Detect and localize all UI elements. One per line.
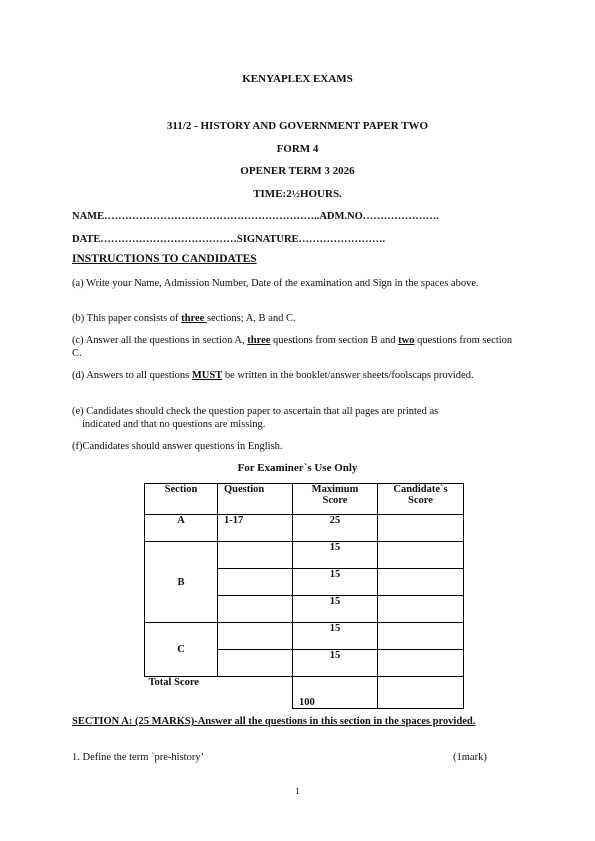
instruction-c-mid: questions from section B and: [270, 335, 399, 346]
examiner-score-table: [144, 483, 464, 709]
section-c-question-2[interactable]: [218, 650, 293, 677]
section-b-label: B: [145, 542, 218, 623]
paper-title: 311/2 - HISTORY AND GOVERNMENT PAPER TWO: [166, 120, 429, 132]
name-admno-line: NAME……………………………………………………..ADM.NO………………….: [72, 211, 439, 222]
section-a-candidate-score[interactable]: [378, 515, 464, 542]
section-b-candidate-score-1[interactable]: [378, 542, 464, 569]
instruction-d-pre: (d) Answers to all questions: [72, 370, 192, 381]
section-c-candidate-score-2[interactable]: [378, 650, 464, 677]
section-b-question-2[interactable]: [218, 569, 293, 596]
instruction-c-emphasis-two: two: [398, 335, 415, 346]
header-candidate-line2: Score: [408, 495, 433, 506]
header-section: Section: [145, 484, 218, 515]
section-c-candidate-score-1[interactable]: [378, 623, 464, 650]
instruction-c-post: questions from section C.: [72, 335, 513, 359]
instruction-e-line2: indicated and that no questions are missing.: [82, 419, 266, 430]
section-c-max-score-2: 15: [293, 650, 378, 677]
header-candidate-line1: Candidate`s: [393, 484, 448, 495]
section-c-max-score-1: 15: [293, 623, 378, 650]
section-b-candidate-score-3[interactable]: [378, 596, 464, 623]
total-score-label: Total Score: [148, 677, 199, 688]
table-row: [145, 623, 464, 650]
section-c-label: C: [145, 623, 218, 677]
section-c-question-1[interactable]: [218, 623, 293, 650]
instruction-a: (a) Write your Name, Admission Number, Date of the examination and Sign in the spaces above.: [72, 278, 479, 289]
table-row: [145, 542, 464, 569]
instruction-c-emphasis-three: three: [247, 335, 271, 346]
section-a-questions: 1-17: [218, 515, 293, 542]
instruction-e-line1: (e) Candidates should check the question paper to ascertain that all pages are printed as: [72, 406, 439, 417]
page-number: 1: [295, 786, 300, 796]
section-b-max-score-3: 15: [293, 596, 378, 623]
header-maximum-line1: Maximum: [311, 484, 359, 495]
section-b-max-score-2: 15: [293, 569, 378, 596]
table-header-row: [145, 484, 464, 515]
examiner-table-title: For Examiner`s Use Only: [237, 462, 358, 474]
exam-body-title: KENYAPLEX EXAMS: [242, 73, 353, 85]
section-b-question-1[interactable]: [218, 542, 293, 569]
instruction-b: [72, 312, 522, 325]
section-a-label: A: [145, 515, 218, 542]
header-maximum-line2: Score: [322, 495, 348, 506]
section-b-candidate-score-2[interactable]: [378, 569, 464, 596]
section-b-max-score-1: 15: [293, 542, 378, 569]
section-a-heading: SECTION A: (25 MARKS)-Answer all the questions in this section in the spaces provided.: [72, 716, 476, 727]
instruction-d-post: be written in the booklet/answer sheets/foolscaps provided.: [222, 370, 474, 381]
time-label: TIME:2½HOURS.: [253, 188, 342, 200]
term-label: OPENER TERM 3 2026: [240, 165, 355, 177]
header-maximum-score: [293, 484, 378, 515]
table-row: [145, 677, 464, 709]
header-question: Question: [218, 484, 293, 515]
instruction-e: [72, 405, 522, 431]
total-max-score: 100: [293, 677, 378, 709]
instructions-heading: INSTRUCTIONS TO CANDIDATES: [72, 253, 257, 265]
instruction-f: (f)Candidates should answer questions in English.: [72, 441, 283, 452]
header-candidate-score: [378, 484, 464, 515]
question-1-text: 1. Define the term `pre-history’: [72, 752, 205, 763]
instruction-c-pre: (c) Answer all the questions in section A,: [72, 335, 248, 346]
date-signature-line: DATE…………………………………SIGNATURE…………………….: [72, 234, 386, 245]
table-row: [145, 515, 464, 542]
section-a-max-score: 25: [293, 515, 378, 542]
question-1-marks: (1mark): [453, 752, 487, 763]
instruction-d-emphasis: MUST: [191, 370, 223, 381]
instruction-b-pre: (b) This paper consists of: [72, 313, 182, 324]
section-b-question-3[interactable]: [218, 596, 293, 623]
instruction-c: [72, 334, 522, 360]
instruction-d: [72, 369, 522, 382]
instruction-b-post: sections; A, B and C.: [206, 313, 296, 324]
instruction-b-emphasis: three: [181, 313, 207, 324]
total-candidate-score[interactable]: [378, 677, 464, 709]
form-label: FORM 4: [276, 143, 319, 155]
